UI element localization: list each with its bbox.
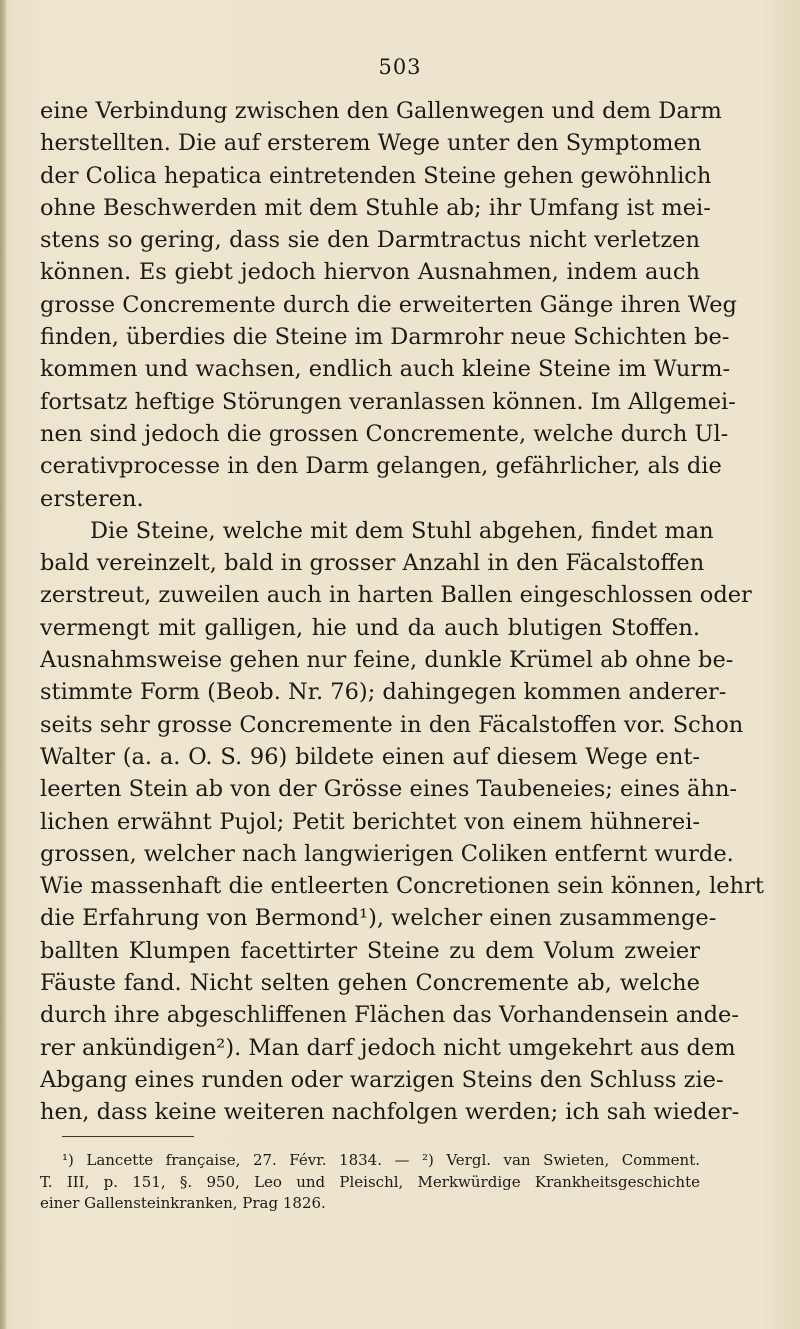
text-line: stens so gering, dass sie den Darmtractus nicht verletzen [40, 227, 700, 254]
text-line: stimmte Form (Beob. Nr. 76); dahingegen kommen anderer- [40, 679, 727, 706]
text-line: Wie massenhaft die entleerten Concretionen sein können, lehrt [40, 873, 764, 900]
text-line: rer ankündigen²). Man darf jedoch nicht umgekehrt aus dem [40, 1034, 736, 1061]
text-line: vermengt mit galligen, hie und da auch blutigen Stoffen. [40, 614, 700, 641]
text-line: finden, überdies die Steine im Darmrohr neue Schichten be- [40, 324, 730, 351]
text-line: nen sind jedoch die grossen Concremente, welche durch Ul- [40, 420, 729, 447]
page-number: 503 [378, 55, 422, 79]
text-line: Ausnahmsweise gehen nur feine, dunkle Krümel ab ohne be- [40, 647, 734, 674]
text-line: kommen und wachsen, endlich auch kleine Steine im Wurm- [40, 356, 731, 383]
text-line: cerativprocesse in den Darm gelangen, gefährlicher, als die [40, 453, 722, 480]
footnote-line: ¹) Lancette française, 27. Févr. 1834. — ²) Vergl. van Swieten, Comment. [62, 1151, 700, 1169]
text-line: leerten Stein ab von der Grösse eines Taubeneies; eines ähn- [40, 776, 738, 803]
text-line: der Colica hepatica eintretenden Steine gehen gewöhnlich [40, 162, 712, 189]
text-line: grosse Concremente durch die erweiterten Gänge ihren Weg [40, 291, 737, 318]
page-edge-shadow [0, 0, 6, 1329]
text-line: bald vereinzelt, bald in grosser Anzahl in den Fäcalstoffen [40, 550, 705, 577]
text-line: Abgang eines runden oder warzigen Steins den Schluss zie- [40, 1066, 724, 1093]
text-line: ballten Klumpen facettirter Steine zu dem Volum zweier [40, 937, 700, 964]
body-text [40, 95, 764, 1129]
text-line: Fäuste fand. Nicht selten gehen Concremente ab, welche [40, 970, 700, 997]
text-line: ohne Beschwerden mit dem Stuhle ab; ihr Umfang ist mei- [40, 194, 711, 221]
text-line: herstellten. Die auf ersterem Wege unter den Symptomen [40, 130, 702, 157]
text-line: hen, dass keine weiteren nachfolgen werden; ich sah wieder- [40, 1099, 740, 1126]
text-line: zerstreut, zuweilen auch in harten Ballen eingeschlossen oder [40, 582, 752, 609]
footnotes [40, 1150, 700, 1215]
text-line: können. Es giebt jedoch hiervon Ausnahmen, indem auch [40, 259, 700, 286]
footnote-divider [62, 1136, 194, 1137]
text-line: lichen erwähnt Pujol; Petit berichtet von einem hühnerei- [40, 808, 700, 835]
text-line: durch ihre abgeschliffenen Flächen das Vorhandensein ande- [40, 1002, 739, 1029]
text-line: fortsatz heftige Störungen veranlassen können. Im Allgemei- [40, 388, 736, 415]
footnote-line: einer Gallensteinkranken, Prag 1826. [40, 1194, 326, 1212]
text-line: eine Verbindung zwischen den Gallenwegen und dem Darm [40, 98, 722, 124]
text-line: seits sehr grosse Concremente in den Fäcalstoffen vor. Schon [40, 711, 744, 738]
paragraph-start-line: Die Steine, welche mit dem Stuhl abgehen, findet man [90, 517, 714, 544]
text-line: Walter (a. a. O. S. 96) bildete einen auf diesem Wege ent- [40, 743, 700, 770]
text-line: grossen, welcher nach langwierigen Coliken entfernt wurde. [40, 840, 734, 867]
text-line: ersteren. [40, 485, 144, 512]
footnote-line: T. III, p. 151, §. 950, Leo und Pleischl, Merkwürdige Krankheitsgeschichte [40, 1172, 700, 1191]
text-line: die Erfahrung von Bermond¹), welcher einen zusammenge- [40, 905, 717, 932]
